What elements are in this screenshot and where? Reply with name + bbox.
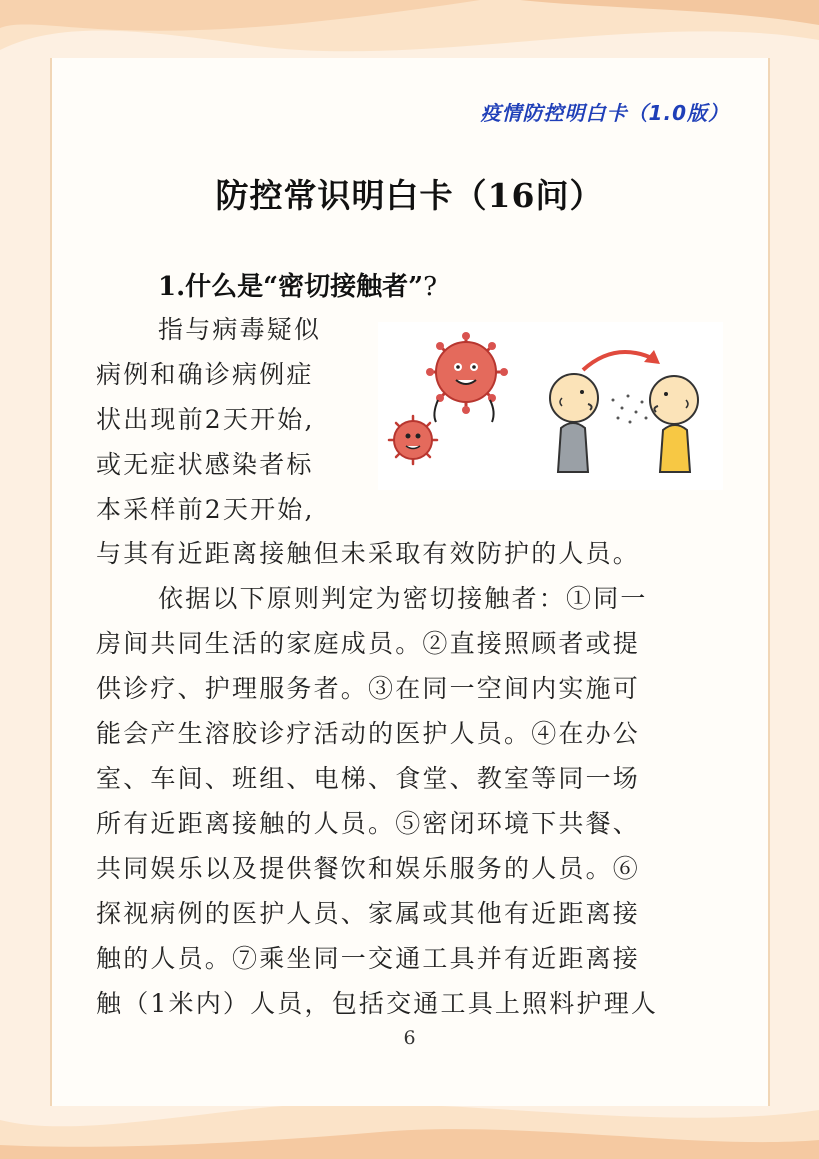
text-line: 能会产生溶胶诊疗活动的医护人员。④在办公 [96,719,641,748]
text-line: 状出现前2天开始, [96,405,315,434]
question-mark: ? [423,272,438,302]
header-tag: 疫情防控明白卡（1.0版） [480,101,729,125]
wrapped-paragraph [96,307,321,532]
text-line: 触（1米内）人员，包括交通工具上照料护理人 [96,989,659,1018]
text-line: 探视病例的医护人员、家属或其他有近距离接 [96,899,641,928]
page-number: 6 [403,1027,416,1049]
text-line: 本采样前2天开始, [96,495,315,524]
body-paragraph [96,531,658,1026]
text-line: 指与病毒疑似 [158,315,322,344]
question-heading [158,266,437,303]
text-line: 病例和确诊病例症 [96,360,314,389]
question-heading-text: 1.什么是“密切接触者” [158,272,424,302]
contact-illustration [378,322,723,490]
text-line: 房间共同生活的家庭成员。②直接照顾者或提 [96,629,641,658]
page-title: 防控常识明白卡（16问） [215,176,604,215]
text-line: 室、车间、班组、电梯、食堂、教室等同一场 [96,764,641,793]
text-line: 触的人员。⑦乘坐同一交通工具并有近距离接 [96,944,641,973]
virus-small-icon [389,416,437,464]
text-line: 与其有近距离接触但未采取有效防护的人员。 [96,539,641,568]
text-line: 所有近距离接触的人员。⑤密闭环境下共餐、 [96,809,641,838]
text-line: 共同娱乐以及提供餐饮和娱乐服务的人员。⑥ [96,854,641,883]
text-line: 供诊疗、护理服务者。③在同一空间内实施可 [96,674,641,703]
text-line: 或无症状感染者标 [96,450,314,479]
text-line: 依据以下原则判定为密切接触者：①同一 [158,584,648,613]
